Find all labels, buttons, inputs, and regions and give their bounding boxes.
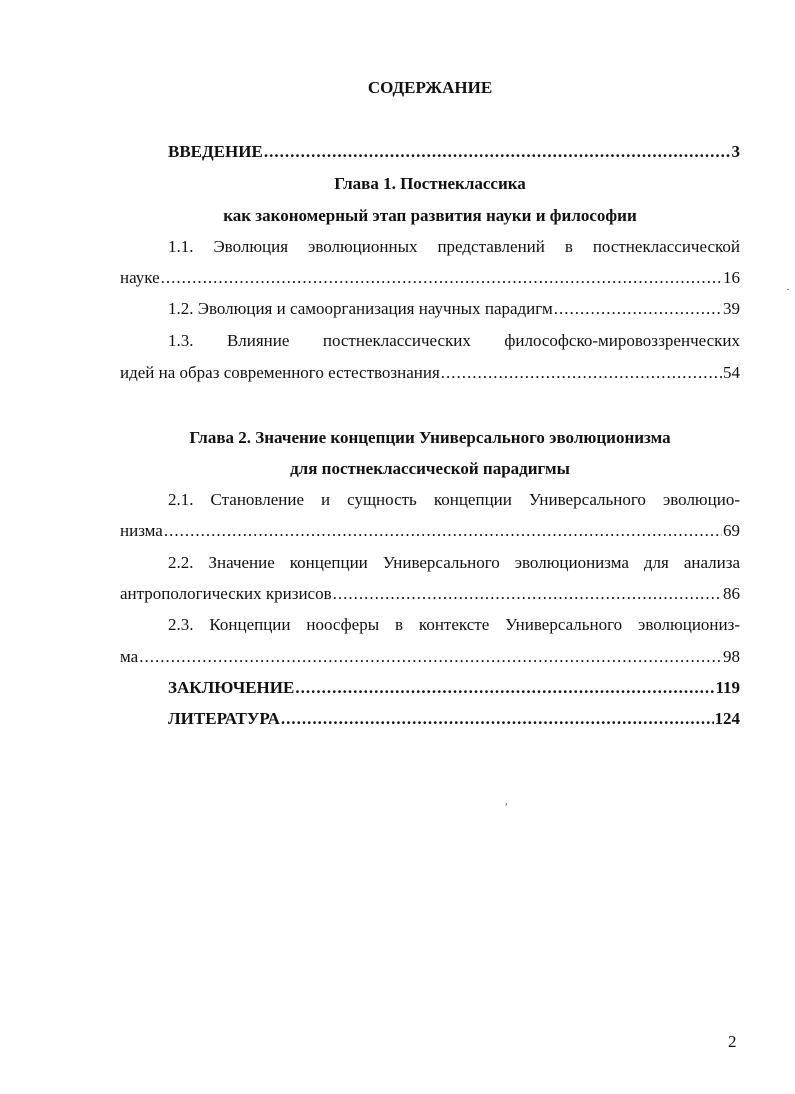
dot-leader (164, 520, 722, 542)
toc-entry-2-3-line2[interactable] (120, 646, 740, 668)
dot-leader (264, 141, 731, 163)
toc-entry-label: 1.2. Эволюция и самоорганизация научных парадигм (168, 299, 553, 318)
toc-entry-page: 124 (714, 709, 740, 728)
chapter1-heading-line1: Глава 1. Постнеклассика (334, 174, 526, 193)
toc-entry-label: антропологических кризисов (120, 584, 332, 603)
page-title: СОДЕРЖАНИЕ (367, 78, 493, 97)
toc-entry-1-1-line1[interactable]: 1.1. Эволюция эволюционных представлений в постнеклассической (168, 237, 740, 256)
toc-entry-2-3-line1[interactable]: 2.3. Концепции ноосферы в контексте Универсального эволюциониз- (168, 615, 740, 634)
dot-leader (161, 267, 722, 289)
toc-entry-1-1-line2[interactable] (120, 267, 740, 289)
toc-entry-page: 16 (723, 268, 740, 287)
toc-entry-page: 39 (723, 299, 740, 318)
toc-entry-page: 69 (723, 521, 740, 540)
dot-leader (333, 583, 722, 605)
toc-entry-label: ВВЕДЕНИЕ (168, 142, 263, 161)
toc-entry-2-2-line1[interactable]: 2.2. Значение концепции Универсального эволюционизма для анализа (168, 553, 740, 572)
toc-entry-label: низма (120, 521, 163, 540)
dot-leader (295, 677, 714, 699)
toc-entry-1-3-line2[interactable] (120, 362, 740, 384)
toc-entry-2-1-line1[interactable]: 2.1. Становление и сущность концепции Универсального эволюцио- (168, 490, 740, 509)
dot-leader (139, 646, 722, 668)
toc-entry-page: 3 (731, 142, 740, 161)
scan-speck: ʹ (505, 800, 508, 814)
toc-entry-intro[interactable] (120, 141, 740, 163)
toc-entry-label: ЛИТЕРАТУРА (168, 709, 280, 728)
chapter2-heading-line1: Глава 2. Значение концепции Универсального эволюционизма (189, 428, 671, 447)
toc-entry-1-3-line1[interactable]: 1.3. Влияние постнеклассических философско-мировоззренческих (168, 331, 740, 350)
toc-entry-page: 54 (723, 363, 740, 382)
toc-entry-page: 86 (723, 584, 740, 603)
toc-entry-label: ЗАКЛЮЧЕНИЕ (168, 678, 295, 697)
scan-speck: · (786, 282, 790, 296)
toc-entry-label: идей на образ современного естествознания (120, 363, 440, 382)
page-number: 2 (728, 1032, 737, 1051)
toc-entry-conclusion[interactable] (120, 677, 740, 699)
toc-entry-2-2-line2[interactable] (120, 583, 740, 605)
toc-entry-page: 119 (715, 678, 740, 697)
toc-entry-label: науке (120, 268, 160, 287)
toc-entry-page: 98 (723, 647, 740, 666)
toc-entry-2-1-line2[interactable] (120, 520, 740, 542)
toc-entry-1-2[interactable] (120, 298, 740, 320)
toc-entry-literature[interactable] (120, 708, 740, 730)
chapter2-heading-line2: для постнеклассической парадигмы (290, 459, 570, 478)
dot-leader (554, 298, 722, 320)
chapter1-heading-line2: как закономерный этап развития науки и философии (223, 206, 637, 225)
toc-entry-label: ма (120, 647, 139, 666)
dot-leader (281, 708, 714, 730)
dot-leader (441, 362, 722, 384)
